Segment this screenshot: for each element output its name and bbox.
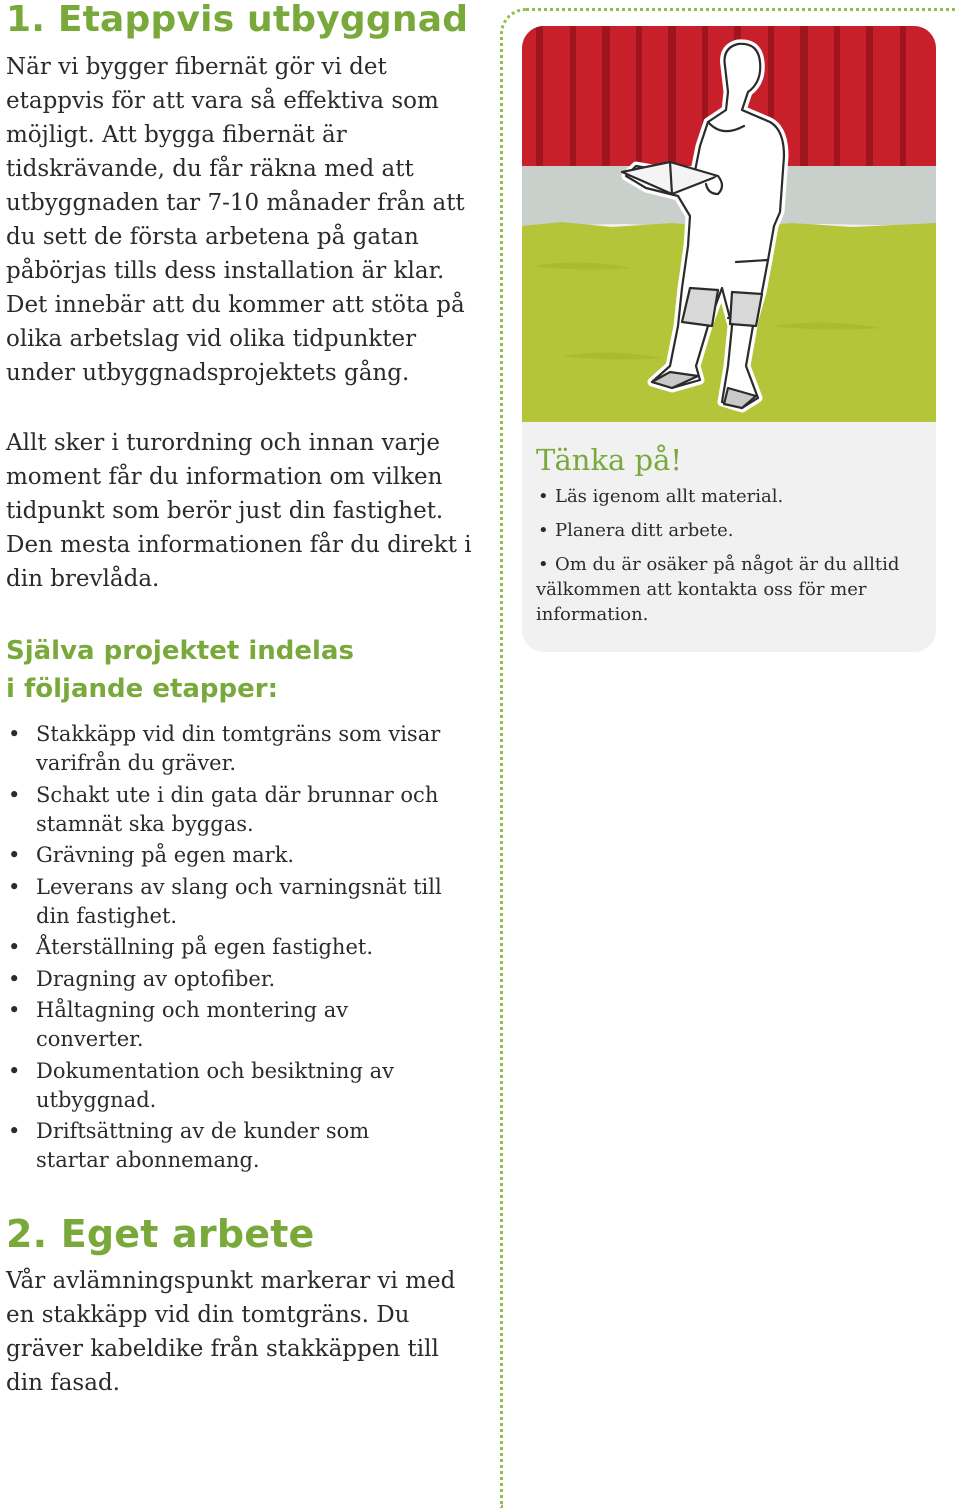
stages-subheading-line-1: Själva projektet indelas <box>6 636 354 666</box>
bullet-icon: • <box>8 843 21 867</box>
bullet-icon: • <box>8 1119 21 1143</box>
list-item: • Leverans av slang och varningsnät till din fastighet. <box>8 874 442 928</box>
bullet-icon: • <box>8 782 21 807</box>
bullet-icon: • <box>8 1058 21 1083</box>
tip-list <box>536 484 926 636</box>
bullet-icon: • <box>538 520 549 541</box>
list-item: • Dragning av optofiber. <box>6 965 446 994</box>
section-1-paragraph-1: När vi bygger fibernät gör vi det etappvis för att vara så effektiva som möjligt. Att bygga fibernät är tidskrävande, du får räkna med att utbyggnaden tar 7-10 månader från att du sett de första arbetena på gatan påbörjas tills dess installation är klar. Det innebär att du kommer att stöta på olika arbetslag vid olika tidpunkter under utbyggnadsprojektets gång. <box>6 54 465 386</box>
bullet-icon: • <box>8 722 21 746</box>
tip-card <box>522 26 936 652</box>
section-1-paragraph-2: Allt sker i turordning och innan varje moment får du information om vilken tidpunkt som berör just din fastighet. Den mesta informationen får du direkt i din brevlåda. <box>6 430 472 592</box>
section-2-paragraph: Vår avlämningspunkt markerar vi med en stakkäpp vid din tomtgräns. Du gräver kabeldike från stakkäppen till din fasad. <box>6 1268 456 1396</box>
stages-list <box>6 720 446 1178</box>
list-item: • Schakt ute i din gata där brunnar och stamnät ska byggas. <box>8 782 439 836</box>
section-1-title: 1. Etappvis utbyggnad <box>6 0 469 40</box>
list-item: • Återställning på egen fastighet. <box>6 933 446 962</box>
list-item: • Planera ditt arbete. <box>538 520 734 541</box>
list-item: • Håltagning och montering av converter. <box>8 998 349 1051</box>
bullet-icon: • <box>8 935 21 959</box>
list-item: • Stakkäpp vid din tomtgräns som visar varifrån du gräver. <box>8 722 441 775</box>
bullet-icon: • <box>8 874 21 899</box>
bullet-icon: • <box>538 486 549 507</box>
tip-card-title: Tänka på! <box>536 443 683 477</box>
list-item: • Läs igenom allt material. <box>538 486 784 507</box>
list-item: • Driftsättning av de kunder som startar abonnemang. <box>8 1119 370 1172</box>
list-item: • Om du är osäker på något är du alltid välkommen att kontakta oss för mer information. <box>536 554 900 625</box>
section-2-title: 2. Eget arbete <box>6 1212 315 1256</box>
stages-subheading-line-2: i följande etapper: <box>6 674 278 704</box>
list-item: • Grävning på egen mark. <box>6 841 446 870</box>
bullet-icon: • <box>8 998 21 1022</box>
bullet-icon: • <box>538 554 549 575</box>
bullet-icon: • <box>8 966 21 991</box>
list-item: • Dokumentation och besiktning av utbyggnad. <box>8 1058 394 1112</box>
stages-subheading <box>6 632 354 708</box>
worker-reading-illustration <box>522 26 936 422</box>
